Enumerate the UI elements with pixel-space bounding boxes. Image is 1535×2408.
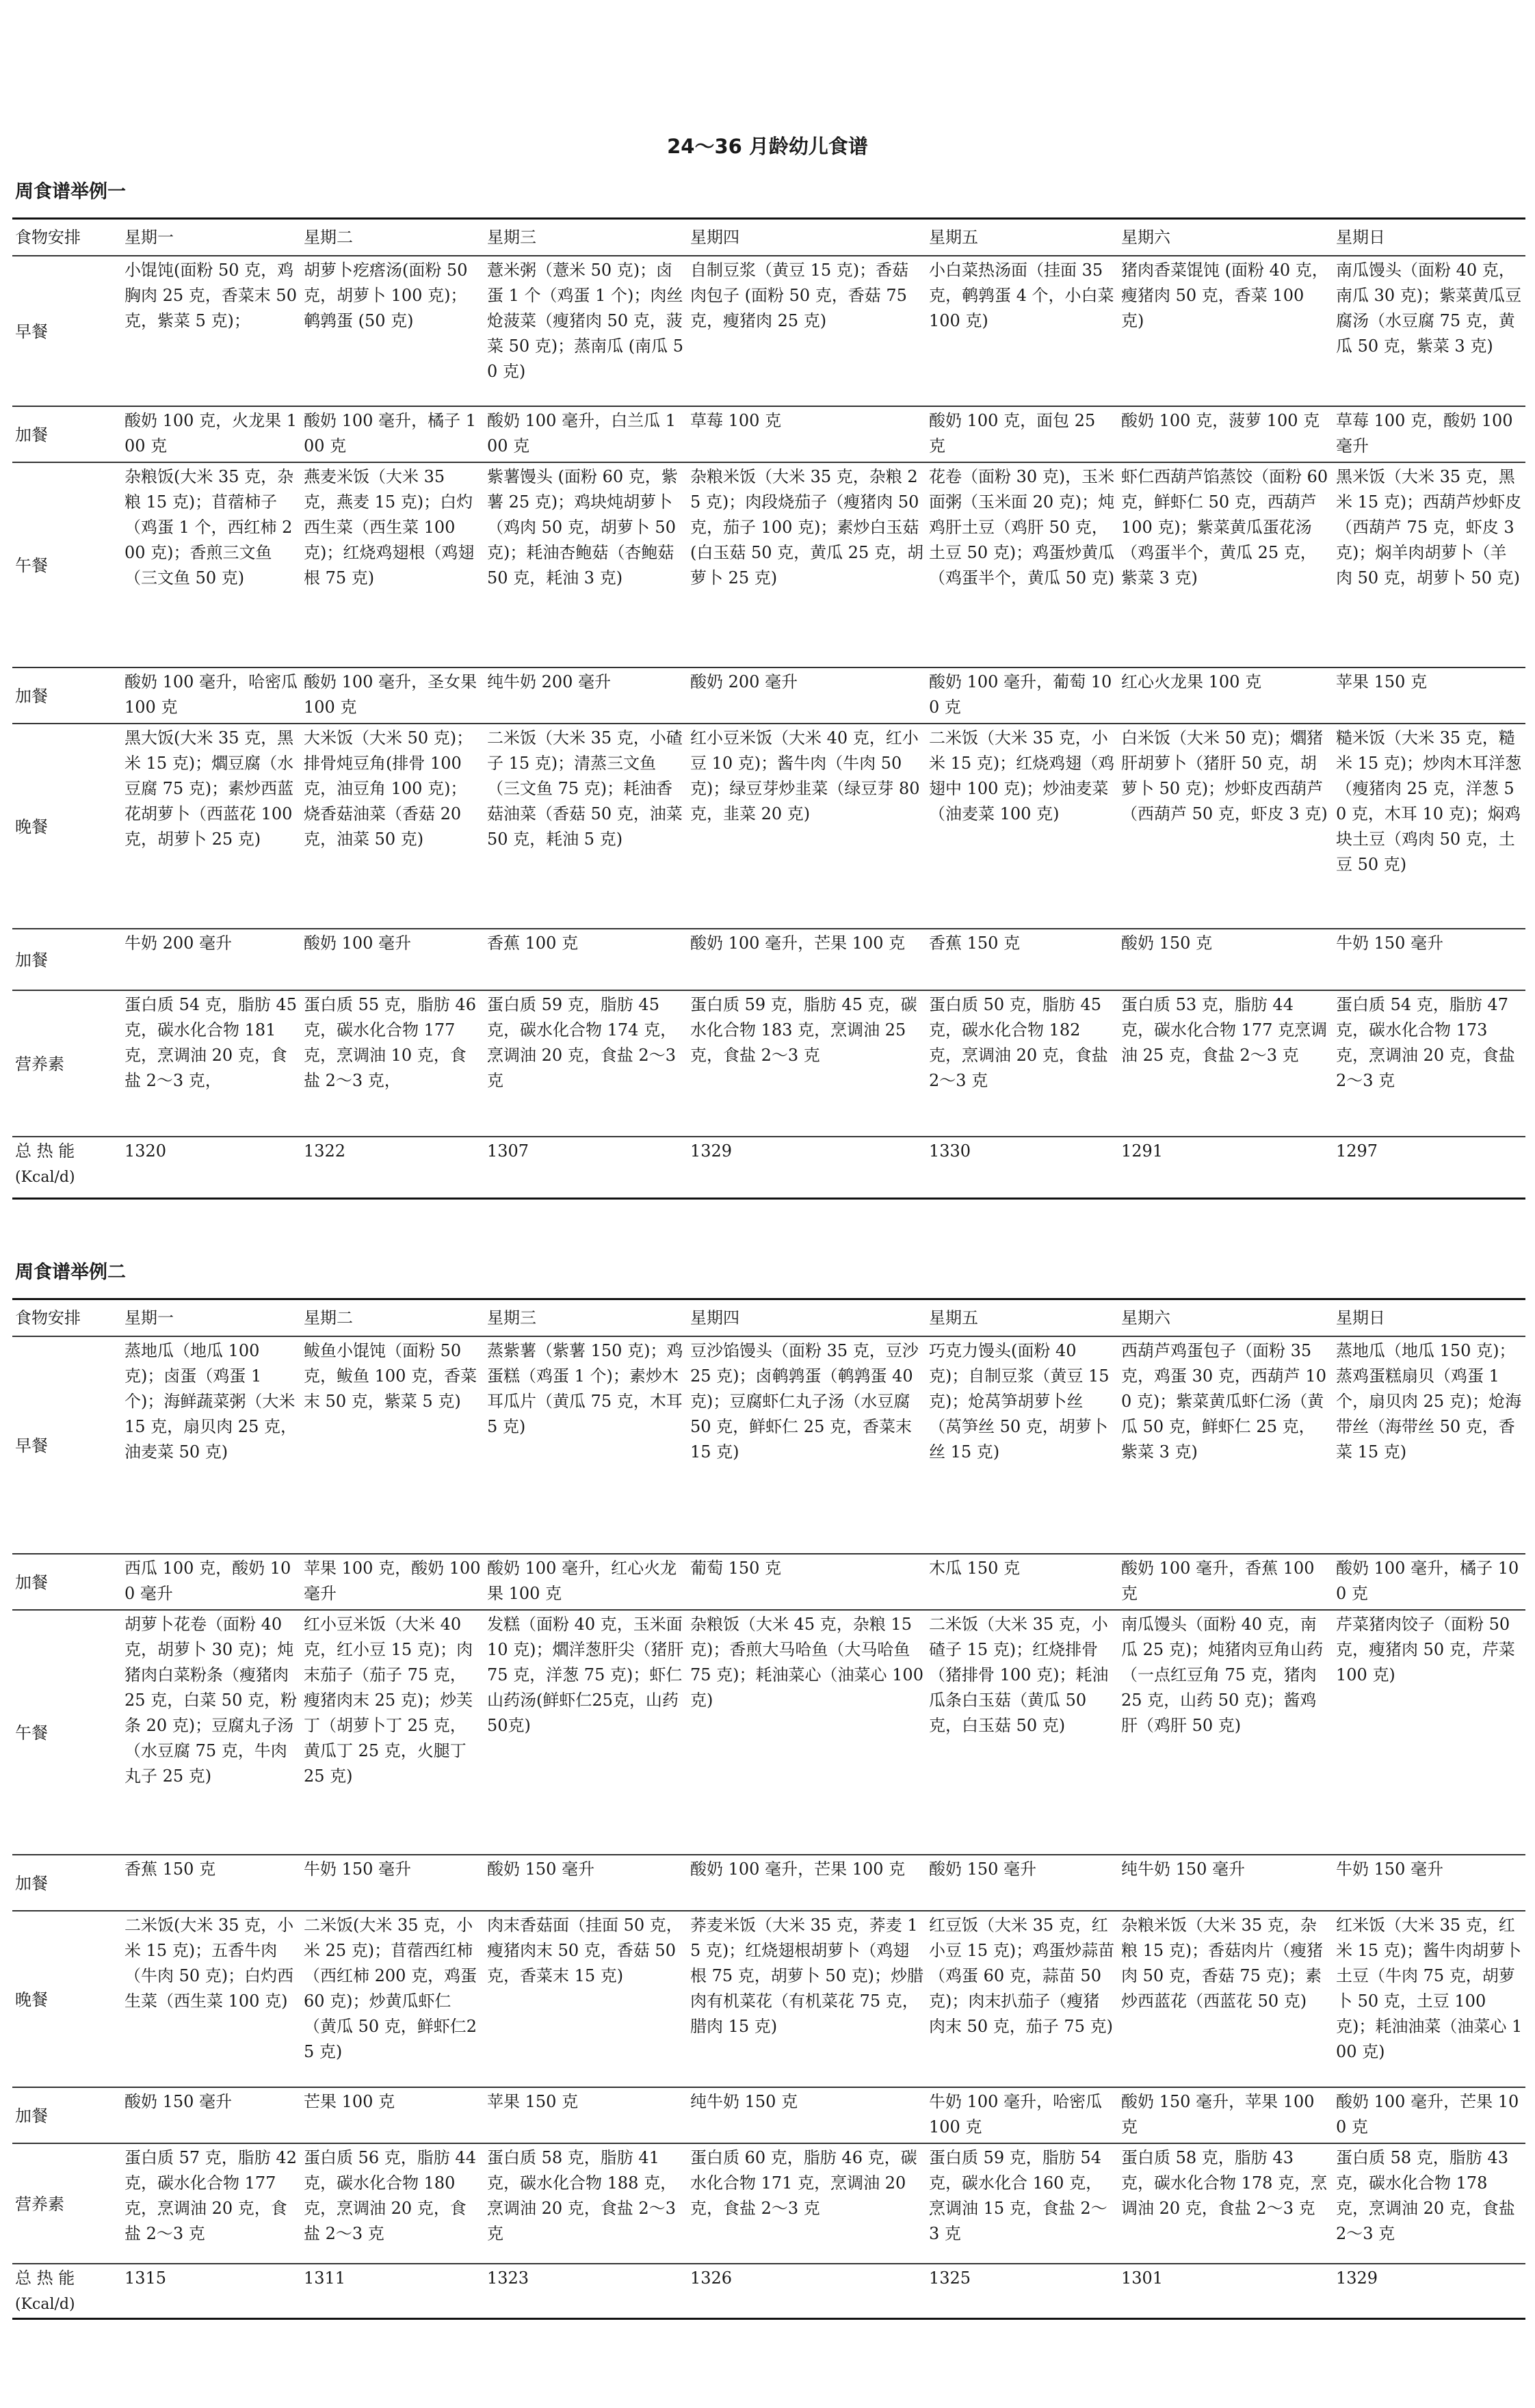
menu-cell: 木瓜 150 克 (926, 1554, 1118, 1610)
menu-cell: 红米饭（大米 35 克，红米 15 克)；酱牛肉胡萝卜土豆（牛肉 75 克，胡萝卜 50 克，土豆 100 克)；耗油油菜（油菜心 100 克) (1333, 1911, 1525, 2087)
menu-cell: 黑大饭(大米 35 克，黑米 15 克)；爓豆腐（水豆腐 75 克)；素炒西蓝花胡萝卜（西蓝花 100 克，胡萝卜 25 克) (122, 724, 301, 929)
menu-cell: 纯牛奶 200 毫升 (484, 667, 687, 724)
meal-label (12, 462, 122, 667)
menu-cell: 蛋白质 59 克，脂肪 45 克，碳水化合物 183 克，烹调油 25 克，食盐 2～3 克 (687, 990, 926, 1137)
menu-cell: 1329 (1333, 2264, 1525, 2318)
menu-cell: 胡萝卜疙瘩汤(面粉 50 克，胡萝卜 100 克)；鹌鹑蛋 (50 克) (301, 256, 484, 406)
menu-cell: 酸奶 100 毫升，橘子 100 克 (1333, 1554, 1525, 1610)
meal-label (12, 929, 122, 990)
menu-cell: 虾仁西葫芦馅蒸饺（面粉 60 克，鲜虾仁 50 克，西葫芦 100 克)；紫菜黄瓜蛋花汤（鸡蛋半个，黄瓜 25 克，紫菜 3 克) (1118, 462, 1333, 667)
table-row (12, 256, 1525, 406)
menu-cell: 芹菜猪肉饺子（面粉 50 克，瘦猪肉 50 克，芹菜 100 克) (1333, 1610, 1525, 1855)
menu-cell: 大米饭（大米 50 克)；排骨炖豆角(排骨 100 克，油豆角 100 克)；烧香菇油菜（香菇 20 克，油菜 50 克) (301, 724, 484, 929)
menu-cell: 酸奶 100 克，面包 25 克 (926, 406, 1118, 462)
meal-label (12, 256, 122, 406)
menu-cell: 酸奶 200 毫升 (687, 667, 926, 724)
menu-cell: 杂粮米饭（大米 35 克，杂粮 25 克)；肉段烧茄子（瘦猪肉 50 克，茄子 100 克)；素炒白玉菇(白玉菇 50 克，黄瓜 25 克，胡萝卜 25 克) (687, 462, 926, 667)
menu-cell: 猪肉香菜馄饨 (面粉 40 克，瘦猪肉 50 克，香菜 100 克) (1118, 256, 1333, 406)
column-header: 星期二 (301, 1299, 484, 1337)
menu-cell: 蛋白质 57 克，脂肪 42 克，碳水化合物 177 克，烹调油 20 克，食盐 2～3 克 (122, 2143, 301, 2264)
meal-label (12, 2087, 122, 2143)
week-1-heading: 周食谱举例一 (15, 181, 126, 202)
table-row (12, 406, 1525, 462)
menu-cell: 芒果 100 克 (301, 2087, 484, 2143)
menu-cell: 南瓜馒头（面粉 40 克，南瓜 25 克)；炖猪肉豆角山药（一点红豆角 75 克，猪肉 25 克，山药 50 克)；酱鸡肝（鸡肝 50 克) (1118, 1610, 1333, 1855)
menu-cell: 1320 (122, 1137, 301, 1198)
meal-label-text: 午餐 (15, 555, 48, 575)
table-row (12, 1336, 1525, 1554)
table-row (12, 462, 1525, 667)
table-row (12, 724, 1525, 929)
week-2-table (12, 1298, 1525, 2320)
menu-cell: 1311 (301, 2264, 484, 2318)
meal-label (12, 1137, 122, 1198)
meal-label (12, 724, 122, 929)
table-header-row (12, 219, 1525, 256)
meal-label-text: 加餐 (15, 1873, 48, 1893)
table-row (12, 1554, 1525, 1610)
column-header: 食物安排 (12, 219, 122, 256)
menu-cell: 蛋白质 50 克，脂肪 45 克，碳水化合物 182 克，烹调油 20 克，食盐 2～3 克 (926, 990, 1118, 1137)
menu-cell: 苹果 150 克 (1333, 667, 1525, 724)
menu-cell: 酸奶 150 克 (1118, 929, 1333, 990)
meal-label-text: 加餐 (15, 686, 48, 706)
meal-label-text: 加餐 (15, 1572, 48, 1592)
week-2-heading: 周食谱举例二 (15, 1262, 126, 1283)
menu-cell: 香蕉 150 克 (122, 1855, 301, 1911)
menu-cell: 蛋白质 54 克，脂肪 45 克，碳水化合物 181 克，烹调油 20 克，食盐 2～3 克， (122, 990, 301, 1137)
menu-cell: 红豆饭（大米 35 克，红小豆 15 克)；鸡蛋炒蒜苗（鸡蛋 60 克，蒜苗 50 克)；肉末扒茄子（瘦猪肉末 50 克，茄子 75 克) (926, 1911, 1118, 2087)
menu-cell: 葡萄 150 克 (687, 1554, 926, 1610)
menu-cell: 蒸地瓜（地瓜 100 克)；卤蛋（鸡蛋 1 个)；海鲜蔬菜粥（大米 15 克，扇贝肉 25 克，油麦菜 50 克) (122, 1336, 301, 1554)
meal-label (12, 667, 122, 724)
column-header: 星期四 (687, 219, 926, 256)
table-row (12, 2143, 1525, 2264)
meal-label-text: 总 热 能 (15, 1141, 75, 1161)
menu-cell: 1329 (687, 1137, 926, 1198)
menu-cell: 酸奶 100 毫升，红心火龙果 100 克 (484, 1554, 687, 1610)
meal-label-text: 营养素 (15, 1054, 64, 1074)
meal-label (12, 990, 122, 1137)
menu-cell: 蛋白质 59 克，脂肪 54 克，碳水化合 160 克，烹调油 15 克，食盐 2～3 克 (926, 2143, 1118, 2264)
meal-label (12, 1855, 122, 1911)
menu-cell: 蛋白质 55 克，脂肪 46 克，碳水化合物 177 克，烹调油 10 克，食盐 2～3 克， (301, 990, 484, 1137)
menu-cell: 鲅鱼小馄饨（面粉 50 克，鲅鱼 100 克，香菜末 50 克，紫菜 5 克) (301, 1336, 484, 1554)
meal-label (12, 1554, 122, 1610)
menu-cell: 香蕉 150 克 (926, 929, 1118, 990)
menu-cell: 酸奶 100 毫升，圣女果 100 克 (301, 667, 484, 724)
column-header: 星期三 (484, 1299, 687, 1337)
column-header: 星期日 (1333, 1299, 1525, 1337)
meal-label-text: 加餐 (15, 2106, 48, 2126)
menu-cell: 燕麦米饭（大米 35 克，燕麦 15 克)；白灼西生菜（西生菜 100 克)；红烧鸡翅根（鸡翅根 75 克) (301, 462, 484, 667)
menu-cell: 酸奶 150 毫升，苹果 100 克 (1118, 2087, 1333, 2143)
menu-cell: 1325 (926, 2264, 1118, 2318)
column-header: 星期五 (926, 219, 1118, 256)
menu-cell: 小白菜热汤面（挂面 35 克，鹌鹑蛋 4 个，小白菜 100 克) (926, 256, 1118, 406)
menu-cell: 酸奶 100 毫升，白兰瓜 100 克 (484, 406, 687, 462)
column-header: 食物安排 (12, 1299, 122, 1337)
menu-cell: 小馄饨(面粉 50 克，鸡胸肉 25 克，香菜末 50 克，紫菜 5 克)； (122, 256, 301, 406)
meal-label (12, 1336, 122, 1554)
menu-cell: 紫薯馒头 (面粉 60 克，紫薯 25 克)；鸡块炖胡萝卜（鸡肉 50 克，胡萝卜 50 克)；耗油杏鲍菇（杏鲍菇 50 克，耗油 3 克) (484, 462, 687, 667)
menu-cell: 1326 (687, 2264, 926, 2318)
menu-cell: 苹果 150 克 (484, 2087, 687, 2143)
menu-cell: 牛奶 150 毫升 (301, 1855, 484, 1911)
menu-cell: 酸奶 100 毫升 (301, 929, 484, 990)
menu-cell: 蛋白质 53 克，脂肪 44 克，碳水化合物 177 克烹调油 25 克，食盐 2～3 克 (1118, 990, 1333, 1137)
page-title: 24～36 月龄幼儿食谱 (667, 135, 868, 158)
menu-cell: 蒸紫薯（紫薯 150 克)；鸡蛋糕（鸡蛋 1 个)；素炒木耳瓜片（黄瓜 75 克，木耳 5 克) (484, 1336, 687, 1554)
menu-cell: 1323 (484, 2264, 687, 2318)
menu-cell: 杂粮米饭（大米 35 克，杂粮 15 克)；香菇肉片（瘦猪肉 50 克，香菇 75 克)；素炒西蓝花（西蓝花 50 克) (1118, 1911, 1333, 2087)
menu-cell: 蛋白质 54 克，脂肪 47 克，碳水化合物 173 克，烹调油 20 克，食盐 2～3 克 (1333, 990, 1525, 1137)
meal-label-text: 晚餐 (15, 1989, 48, 2009)
menu-cell: 红小豆米饭（大米 40 克，红小豆 10 克)；酱牛肉（牛肉 50 克)；绿豆芽炒韭菜（绿豆芽 80 克，韭菜 20 克) (687, 724, 926, 929)
menu-cell: 酸奶 100 毫升，葡萄 100 克 (926, 667, 1118, 724)
menu-cell: 蛋白质 56 克，脂肪 44 克，碳水化合物 180 克，烹调油 20 克，食盐 2～3 克 (301, 2143, 484, 2264)
menu-cell: 1330 (926, 1137, 1118, 1198)
menu-cell: 草莓 100 克 (687, 406, 926, 462)
menu-cell: 酸奶 100 毫升，香蕉 100 克 (1118, 1554, 1333, 1610)
menu-cell: 牛奶 200 毫升 (122, 929, 301, 990)
menu-cell: 蛋白质 58 克，脂肪 43 克，碳水化合物 178 克，烹调油 20 克，食盐 2～3 克 (1333, 2143, 1525, 2264)
menu-cell: 巧克力馒头(面粉 40 克)；自制豆浆（黄豆 15 克)；炝莴笋胡萝卜丝（莴笋丝 50 克，胡萝卜丝 15 克) (926, 1336, 1118, 1554)
menu-cell: 酸奶 150 毫升 (926, 1855, 1118, 1911)
menu-cell: 杂粮饭(大米 35 克，杂粮 15 克)；苜蓿柿子（鸡蛋 1 个，西红柿 200 克)；香煎三文鱼（三文鱼 50 克) (122, 462, 301, 667)
menu-cell: 1291 (1118, 1137, 1333, 1198)
column-header: 星期一 (122, 1299, 301, 1337)
menu-cell: 肉末香菇面（挂面 50 克，瘦猪肉末 50 克，香菇 50 克，香菜末 15 克) (484, 1911, 687, 2087)
meal-label (12, 1610, 122, 1855)
menu-cell: 酸奶 100 克，菠萝 100 克 (1118, 406, 1333, 462)
menu-cell: 1297 (1333, 1137, 1525, 1198)
menu-cell: 西瓜 100 克，酸奶 100 毫升 (122, 1554, 301, 1610)
column-header: 星期日 (1333, 219, 1525, 256)
menu-cell: 酸奶 100 克，火龙果 100 克 (122, 406, 301, 462)
meal-label-text: 加餐 (15, 425, 48, 445)
menu-cell: 薏米粥（薏米 50 克)；卤蛋 1 个（鸡蛋 1 个)；肉丝炝菠菜（瘦猪肉 50 克，菠菜 50 克)；蒸南瓜 (南瓜 50 克) (484, 256, 687, 406)
column-header: 星期一 (122, 219, 301, 256)
menu-cell: 酸奶 100 毫升，芒果 100 克 (687, 929, 926, 990)
menu-cell: 1315 (122, 2264, 301, 2318)
column-header: 星期六 (1118, 219, 1333, 256)
menu-cell: 酸奶 100 毫升，哈密瓜 100 克 (122, 667, 301, 724)
table-row (12, 1610, 1525, 1855)
menu-cell: 蛋白质 58 克，脂肪 41 克，碳水化合物 188 克，烹调油 20 克，食盐 2～3 克 (484, 2143, 687, 2264)
menu-cell: 牛奶 150 毫升 (1333, 1855, 1525, 1911)
column-header: 星期六 (1118, 1299, 1333, 1337)
menu-cell: 糙米饭（大米 35 克，糙米 15 克)；炒肉木耳洋葱（瘦猪肉 25 克，洋葱 50 克，木耳 10 克)；焖鸡块土豆（鸡肉 50 克，土豆 50 克) (1333, 724, 1525, 929)
menu-cell: 西葫芦鸡蛋包子（面粉 35 克，鸡蛋 30 克，西葫芦 100 克)；紫菜黄瓜虾仁汤（黄瓜 50 克，鲜虾仁 25 克，紫菜 3 克) (1118, 1336, 1333, 1554)
menu-cell: 白米饭（大米 50 克)；爓猪肝胡萝卜（猪肝 50 克，胡萝卜 50 克)；炒虾皮西葫芦（西葫芦 50 克，虾皮 3 克) (1118, 724, 1333, 929)
menu-cell: 香蕉 100 克 (484, 929, 687, 990)
meal-label-text: 早餐 (15, 321, 48, 341)
menu-cell: 黑米饭（大米 35 克，黑米 15 克)；西葫芦炒虾皮（西葫芦 75 克，虾皮 3 克)；焖羊肉胡萝卜（羊肉 50 克，胡萝卜 50 克) (1333, 462, 1525, 667)
menu-cell: 苹果 100 克，酸奶 100 毫升 (301, 1554, 484, 1610)
table-row (12, 2087, 1525, 2143)
menu-cell: 二米饭(大米 35 克，小米 25 克)；苜蓿西红柿（西红柿 200 克，鸡蛋 60 克)；炒黄瓜虾仁（黄瓜 50 克，鲜虾仁25 克) (301, 1911, 484, 2087)
menu-cell: 蛋白质 60 克，脂肪 46 克，碳水化合物 171 克，烹调油 20 克，食盐 2～3 克 (687, 2143, 926, 2264)
column-header: 星期二 (301, 219, 484, 256)
menu-cell: 蒸地瓜（地瓜 150 克)；蒸鸡蛋糕扇贝（鸡蛋 1 个，扇贝肉 25 克)；炝海带丝（海带丝 50 克，香菜 15 克) (1333, 1336, 1525, 1554)
menu-cell: 1301 (1118, 2264, 1333, 2318)
menu-cell: 二米饭(大米 35 克，小米 15 克)；五香牛肉（牛肉 50 克)；白灼西生菜（西生菜 100 克) (122, 1911, 301, 2087)
table-row (12, 990, 1525, 1137)
meal-label-text: 早餐 (15, 1435, 48, 1455)
meal-label-text: 晚餐 (15, 817, 48, 836)
meal-label (12, 2143, 122, 2264)
column-header: 星期四 (687, 1299, 926, 1337)
menu-cell: 酸奶 100 毫升，芒果 100 克 (687, 1855, 926, 1911)
table-row (12, 1911, 1525, 2087)
menu-cell: 红小豆米饭（大米 40 克，红小豆 15 克)；肉末茄子（茄子 75 克，瘦猪肉末 25 克)；炒芙丁（胡萝卜丁 25 克，黄瓜丁 25 克，火腿丁 25 克) (301, 1610, 484, 1855)
week-1-table (12, 217, 1525, 1200)
meal-label-text: 营养素 (15, 2194, 64, 2214)
menu-cell: 二米饭（大米 35 克，小碴子 15 克)；清蒸三文鱼（三文鱼 75 克)；耗油香菇油菜（香菇 50 克，油菜 50 克，耗油 5 克) (484, 724, 687, 929)
menu-cell: 胡萝卜花卷（面粉 40 克，胡萝卜 30 克)；炖猪肉白菜粉条（瘦猪肉 25 克，白菜 50 克，粉条 20 克)；豆腐丸子汤（水豆腐 75 克，牛肉丸子 25 克) (122, 1610, 301, 1855)
menu-cell: 发糕（面粉 40 克，玉米面 10 克)；爓洋葱肝尖（猪肝 75 克，洋葱 75 克)；虾仁山药汤(鲜虾仁25克，山药50克) (484, 1610, 687, 1855)
meal-label (12, 2264, 122, 2318)
menu-cell: 纯牛奶 150 克 (687, 2087, 926, 2143)
table-header-row (12, 1299, 1525, 1337)
table-row (12, 2264, 1525, 2318)
menu-cell: 1322 (301, 1137, 484, 1198)
table-row (12, 929, 1525, 990)
meal-label-unit: (Kcal/d) (15, 2296, 75, 2313)
menu-cell: 豆沙馅馒头（面粉 35 克，豆沙 25 克)；卤鹌鹑蛋（鹌鹑蛋 40 克)；豆腐虾仁丸子汤（水豆腐 50 克，鲜虾仁 25 克，香菜末 15 克) (687, 1336, 926, 1554)
menu-cell: 蛋白质 59 克，脂肪 45 克，碳水化合物 174 克，烹调油 20 克，食盐 2～3 克 (484, 990, 687, 1137)
menu-cell: 杂粮饭（大米 45 克，杂粮 15 克)；香煎大马哈鱼（大马哈鱼 75 克)；耗油菜心（油菜心 100 克) (687, 1610, 926, 1855)
menu-cell: 蛋白质 58 克，脂肪 43 克，碳水化合物 178 克，烹调油 20 克，食盐 2～3 克 (1118, 2143, 1333, 2264)
table-row (12, 1137, 1525, 1198)
menu-cell: 花卷（面粉 30 克)，玉米面粥（玉米面 20 克)；炖鸡肝土豆（鸡肝 50 克，土豆 50 克)；鸡蛋炒黄瓜（鸡蛋半个，黄瓜 50 克) (926, 462, 1118, 667)
menu-cell: 二米饭（大米 35 克，小碴子 15 克)；红烧排骨（猪排骨 100 克)；耗油瓜条白玉菇（黄瓜 50 克，白玉菇 50 克) (926, 1610, 1118, 1855)
menu-cell: 酸奶 100 毫升，芒果 100 克 (1333, 2087, 1525, 2143)
meal-label (12, 1911, 122, 2087)
meal-label-text: 午餐 (15, 1723, 48, 1743)
menu-cell: 酸奶 150 毫升 (122, 2087, 301, 2143)
table-row (12, 1855, 1525, 1911)
meal-label-text: 加餐 (15, 950, 48, 970)
meal-label (12, 406, 122, 462)
table-row (12, 667, 1525, 724)
column-header: 星期三 (484, 219, 687, 256)
menu-cell: 自制豆浆（黄豆 15 克)；香菇肉包子 (面粉 50 克，香菇 75 克，瘦猪肉 25 克) (687, 256, 926, 406)
menu-cell: 酸奶 100 毫升，橘子 100 克 (301, 406, 484, 462)
menu-cell: 南瓜馒头（面粉 40 克，南瓜 30 克)；紫菜黄瓜豆腐汤（水豆腐 75 克，黄瓜 50 克，紫菜 3 克) (1333, 256, 1525, 406)
menu-cell: 纯牛奶 150 毫升 (1118, 1855, 1333, 1911)
menu-cell: 二米饭（大米 35 克，小米 15 克)；红烧鸡翅（鸡翅中 100 克)；炒油麦菜（油麦菜 100 克) (926, 724, 1118, 929)
menu-cell: 1307 (484, 1137, 687, 1198)
menu-cell: 红心火龙果 100 克 (1118, 667, 1333, 724)
menu-cell: 牛奶 100 毫升，哈密瓜 100 克 (926, 2087, 1118, 2143)
meal-label-text: 总 热 能 (15, 2268, 75, 2288)
menu-cell: 牛奶 150 毫升 (1333, 929, 1525, 990)
column-header: 星期五 (926, 1299, 1118, 1337)
menu-cell: 酸奶 150 毫升 (484, 1855, 687, 1911)
menu-cell: 草莓 100 克，酸奶 100 毫升 (1333, 406, 1525, 462)
menu-cell: 荞麦米饭（大米 35 克，荞麦 15 克)；红烧翅根胡萝卜（鸡翅根 75 克，胡萝卜 50 克)；炒腊肉有机菜花（有机菜花 75 克，腊肉 15 克) (687, 1911, 926, 2087)
meal-label-unit: (Kcal/d) (15, 1169, 75, 1186)
